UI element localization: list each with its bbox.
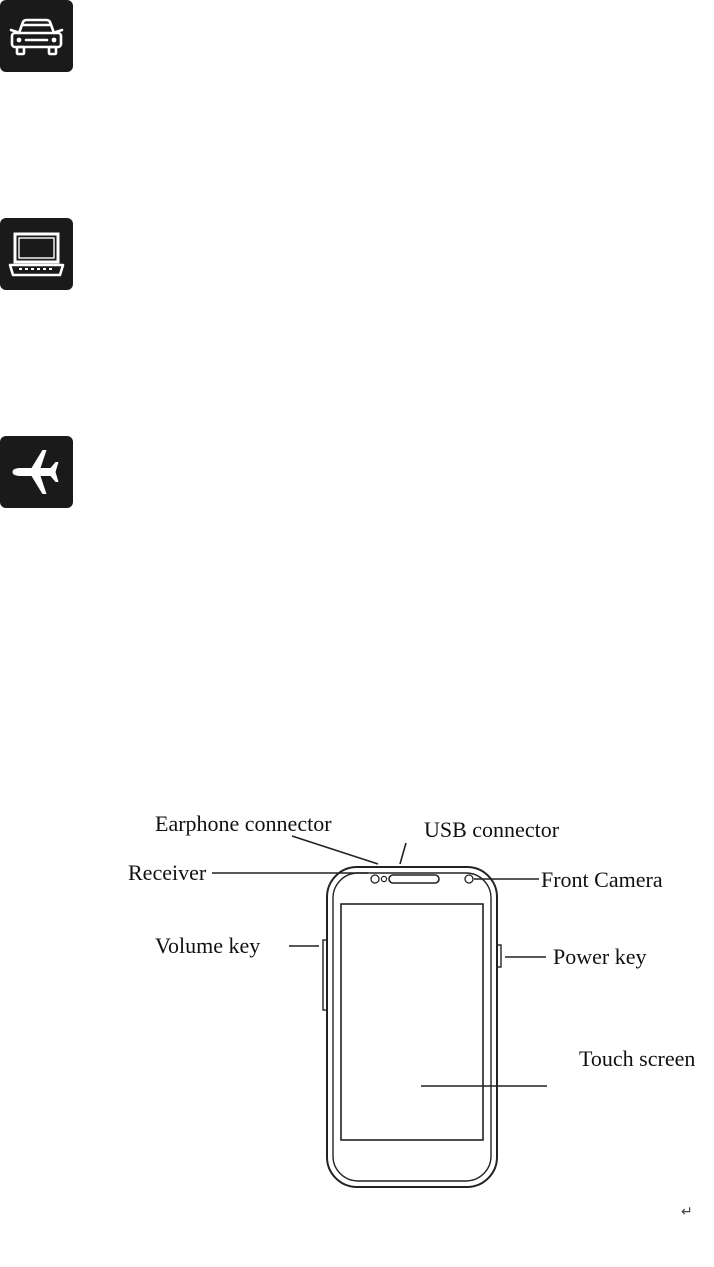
phone-outline — [0, 780, 714, 1267]
phone-diagram — [0, 780, 714, 1267]
volume-key-label: Volume key — [155, 933, 261, 958]
car-icon-graphic — [0, 0, 73, 72]
car-icon — [0, 0, 73, 72]
touch-screen-label: Touch screen — [579, 1046, 696, 1071]
usb-connector-label: USB connector — [424, 817, 560, 842]
airplane-icon — [0, 436, 73, 508]
receiver-label: Receiver — [128, 860, 207, 885]
earphone-connector-label: Earphone connector — [155, 811, 332, 836]
paragraph-mark: ↵ — [681, 1204, 693, 1220]
airplane-icon-graphic — [0, 436, 73, 508]
laptop-icon — [0, 218, 73, 290]
laptop-icon-graphic — [0, 218, 73, 290]
power-key-label: Power key — [553, 944, 647, 969]
front-camera-label: Front Camera — [541, 867, 663, 892]
